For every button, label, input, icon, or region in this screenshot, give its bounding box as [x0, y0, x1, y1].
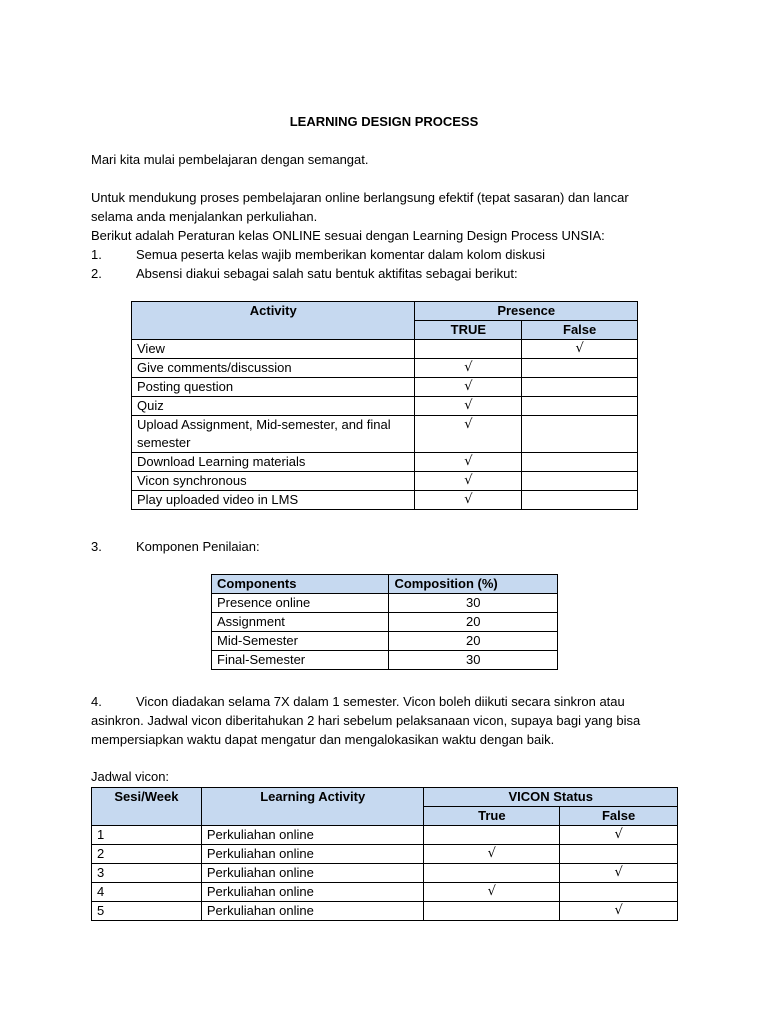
table-row	[212, 651, 558, 670]
component-cell: Presence online	[212, 594, 389, 613]
component-cell: Mid-Semester	[212, 632, 389, 651]
table-row	[212, 613, 558, 632]
activity-cell: Perkuliahan online	[201, 826, 424, 845]
rule-number: 4.	[91, 694, 102, 709]
activity-cell: Perkuliahan online	[201, 902, 424, 921]
check-cell: √	[415, 453, 522, 472]
header-true: True	[424, 807, 560, 826]
activity-cell: Perkuliahan online	[201, 883, 424, 902]
paragraph-line: Untuk mendukung proses pembelajaran online berlangsung efektif (tepat sasaran) dan lancar	[91, 190, 629, 205]
table-row	[92, 845, 678, 864]
vicon-schedule-table	[91, 787, 678, 921]
header-presence: Presence	[415, 302, 638, 321]
table-row	[212, 594, 558, 613]
intro-text: Mari kita mulai pembelajaran dengan semangat.	[91, 152, 369, 167]
rule-text: Komponen Penilaian:	[136, 539, 260, 554]
rule-text: Vicon diadakan selama 7X dalam 1 semester. Vicon boleh diikuti secara sinkron atau	[136, 694, 625, 709]
check-cell: √	[560, 902, 678, 921]
activity-cell: Download Learning materials	[132, 453, 415, 472]
table-row	[132, 453, 638, 472]
check-cell	[522, 491, 638, 510]
activity-cell: Vicon synchronous	[132, 472, 415, 491]
session-cell: 1	[92, 826, 202, 845]
component-cell: Final-Semester	[212, 651, 389, 670]
table-row	[92, 883, 678, 902]
check-cell: √	[415, 416, 522, 453]
check-cell: √	[415, 472, 522, 491]
table-row	[132, 472, 638, 491]
composition-cell: 20	[389, 632, 558, 651]
composition-cell: 30	[389, 594, 558, 613]
rule-number: 3.	[91, 539, 102, 554]
paragraph-line: mempersiapkan waktu dapat mengatur dan mengalokasikan waktu dengan baik.	[91, 732, 555, 747]
check-cell	[415, 340, 522, 359]
composition-cell: 20	[389, 613, 558, 632]
table-row	[92, 826, 678, 845]
activity-presence-table	[131, 301, 638, 510]
check-cell	[424, 902, 560, 921]
activity-cell: Posting question	[132, 378, 415, 397]
check-cell	[522, 416, 638, 453]
header-session: Sesi/Week	[92, 788, 202, 826]
activity-cell: Perkuliahan online	[201, 845, 424, 864]
session-cell: 4	[92, 883, 202, 902]
check-cell: √	[522, 340, 638, 359]
header-false: False	[560, 807, 678, 826]
table-row	[132, 359, 638, 378]
check-cell: √	[560, 864, 678, 883]
check-cell: √	[415, 397, 522, 416]
table-row	[132, 491, 638, 510]
document-title: LEARNING DESIGN PROCESS	[289, 114, 479, 129]
table-row	[132, 340, 638, 359]
header-vicon-status: VICON Status	[424, 788, 678, 807]
check-cell: √	[560, 826, 678, 845]
check-cell: √	[424, 883, 560, 902]
table-row	[92, 902, 678, 921]
check-cell: √	[415, 378, 522, 397]
paragraph-line: Berikut adalah Peraturan kelas ONLINE sesuai dengan Learning Design Process UNSIA:	[91, 228, 605, 243]
check-cell	[424, 864, 560, 883]
header-activity: Activity	[132, 302, 415, 340]
session-cell: 3	[92, 864, 202, 883]
header-components: Components	[212, 575, 389, 594]
check-cell	[522, 472, 638, 491]
check-cell	[560, 883, 678, 902]
session-cell: 2	[92, 845, 202, 864]
activity-cell: Give comments/discussion	[132, 359, 415, 378]
rule-text: Absensi diakui sebagai salah satu bentuk aktifitas sebagai berikut:	[136, 266, 518, 281]
paragraph-line: asinkron. Jadwal vicon diberitahukan 2 hari sebelum pelaksanaan vicon, supaya bagi yang bisa	[91, 713, 641, 728]
table-row	[212, 632, 558, 651]
header-composition: Composition (%)	[389, 575, 558, 594]
schedule-label: Jadwal vicon:	[91, 769, 170, 784]
table-row	[132, 397, 638, 416]
check-cell: √	[415, 491, 522, 510]
table-row	[92, 864, 678, 883]
activity-cell: Perkuliahan online	[201, 864, 424, 883]
check-cell: √	[415, 359, 522, 378]
session-cell: 5	[92, 902, 202, 921]
check-cell	[522, 397, 638, 416]
activity-cell: View	[132, 340, 415, 359]
components-table	[211, 574, 558, 670]
table-row	[132, 416, 638, 453]
table-row	[132, 378, 638, 397]
check-cell	[424, 826, 560, 845]
composition-cell: 30	[389, 651, 558, 670]
header-true: TRUE	[415, 321, 522, 340]
check-cell	[522, 378, 638, 397]
check-cell: √	[424, 845, 560, 864]
component-cell: Assignment	[212, 613, 389, 632]
rule-number: 1.	[91, 247, 102, 262]
header-learning-activity: Learning Activity	[201, 788, 424, 826]
check-cell	[560, 845, 678, 864]
activity-cell: Play uploaded video in LMS	[132, 491, 415, 510]
paragraph-line: selama anda menjalankan perkuliahan.	[91, 209, 318, 224]
check-cell	[522, 359, 638, 378]
header-false: False	[522, 321, 638, 340]
activity-cell: Quiz	[132, 397, 415, 416]
check-cell	[522, 453, 638, 472]
activity-cell: Upload Assignment, Mid-semester, and final semester	[132, 416, 415, 453]
rule-number: 2.	[91, 266, 102, 281]
rule-text: Semua peserta kelas wajib memberikan komentar dalam kolom diskusi	[136, 247, 545, 262]
